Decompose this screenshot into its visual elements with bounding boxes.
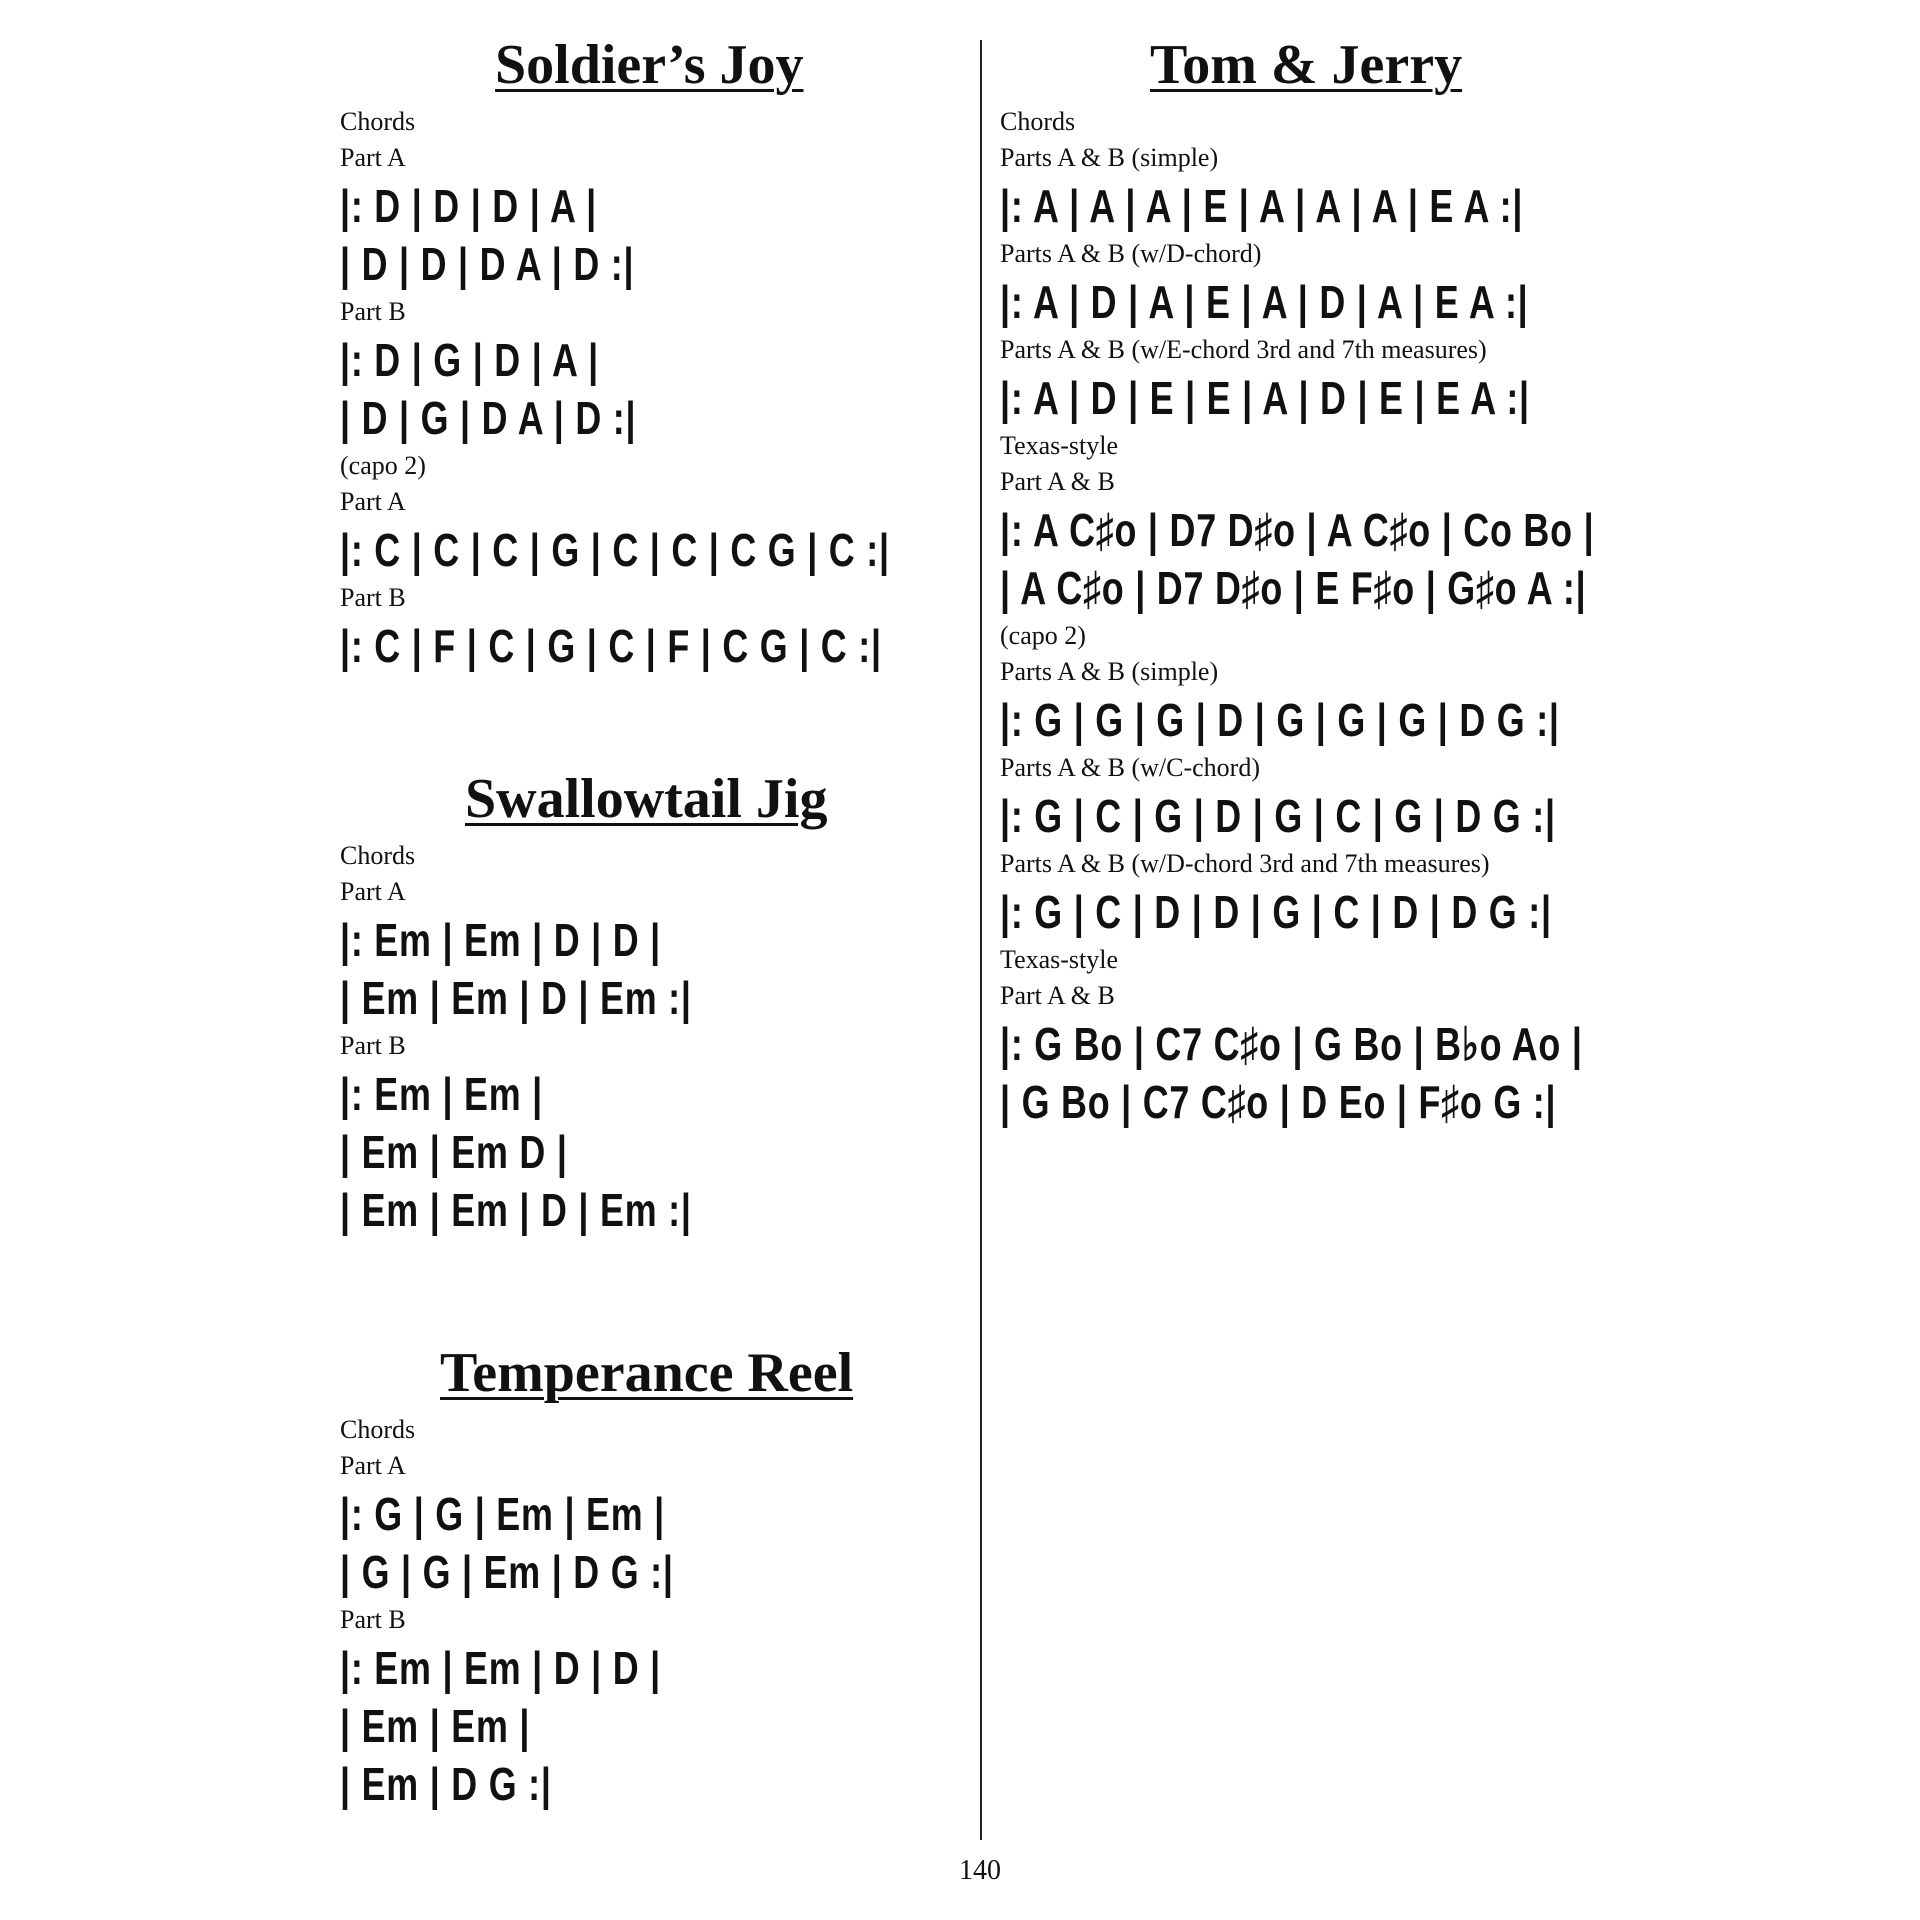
right-column xyxy=(1000,30,1700,1132)
part-label: Part A & B xyxy=(1000,467,1115,496)
chord-line: | A C♯o | D7 D♯o | E F♯o | G♯o A :| xyxy=(1000,562,1587,614)
part-label: Parts A & B (simple) xyxy=(1000,657,1219,686)
chord-line: |: Em | Em | D | D | xyxy=(340,1642,661,1694)
style-label: Texas-style xyxy=(1000,431,1119,460)
chord-line: |: A C♯o | D7 D♯o | A C♯o | Co Bo | xyxy=(1000,504,1595,556)
chord-line: |: A | D | E | E | A | D | E | E A :| xyxy=(1000,372,1530,424)
song-title: Soldier’s Joy xyxy=(495,34,804,96)
song-soldiers-joy xyxy=(340,30,940,674)
part-label: Part A xyxy=(340,487,406,516)
chords-heading: Chords xyxy=(340,107,416,136)
chord-line: |: A | A | A | E | A | A | A | E A :| xyxy=(1000,180,1524,232)
chord-line: |: D | D | D | A | xyxy=(340,180,597,232)
chord-line: | Em | Em D | xyxy=(340,1126,568,1178)
part-label: Part A xyxy=(340,877,406,906)
chord-line: | D | D | D A | D :| xyxy=(340,238,635,290)
song-title: Swallowtail Jig xyxy=(465,768,828,830)
song-title: Tom & Jerry xyxy=(1150,34,1463,96)
part-label: Part A xyxy=(340,143,406,172)
part-label: Part B xyxy=(340,1031,406,1060)
chord-line: |: G | G | Em | Em | xyxy=(340,1488,665,1540)
song-title: Temperance Reel xyxy=(440,1342,854,1404)
chord-line: |: Em | Em | D | D | xyxy=(340,914,661,966)
chords-heading: Chords xyxy=(340,841,416,870)
column-divider xyxy=(980,40,982,1840)
chord-line: | G Bo | C7 C♯o | D Eo | F♯o G :| xyxy=(1000,1076,1557,1128)
part-label: Part B xyxy=(340,583,406,612)
part-label: Parts A & B (simple) xyxy=(1000,143,1219,172)
chords-heading: Chords xyxy=(340,1415,416,1444)
song-temperance-reel xyxy=(340,1338,940,1812)
chords-heading: Chords xyxy=(1000,107,1076,136)
chord-line: | Em | Em | D | Em :| xyxy=(340,1184,692,1236)
part-label: Parts A & B (w/C-chord) xyxy=(1000,753,1260,782)
page-number: 140 xyxy=(959,1855,1001,1886)
chord-line: |: D | G | D | A | xyxy=(340,334,599,386)
chord-line: | D | G | D A | D :| xyxy=(340,392,637,444)
song-swallowtail-jig xyxy=(340,764,940,1238)
part-label: Part A & B xyxy=(1000,981,1115,1010)
left-column xyxy=(340,30,940,1814)
chord-line: | Em | Em | D | Em :| xyxy=(340,972,692,1024)
chord-line: |: C | F | C | G | C | F | C G | C :| xyxy=(340,620,882,672)
style-label: Texas-style xyxy=(1000,945,1119,974)
chord-line: | Em | Em | xyxy=(340,1700,531,1752)
chord-line: | G | G | Em | D G :| xyxy=(340,1546,674,1598)
part-label: Parts A & B (w/D-chord 3rd and 7th measures) xyxy=(1000,849,1490,878)
part-label: Part A xyxy=(340,1451,406,1480)
capo-label: (capo 2) xyxy=(1000,621,1086,650)
song-tom-and-jerry xyxy=(1000,30,1700,1130)
chord-line: |: G | G | G | D | G | G | G | D G :| xyxy=(1000,694,1560,746)
part-label: Parts A & B (w/D-chord) xyxy=(1000,239,1262,268)
chord-line: |: A | D | A | E | A | D | A | E A :| xyxy=(1000,276,1529,328)
chord-line: |: Em | Em | xyxy=(340,1068,543,1120)
part-label: Part B xyxy=(340,1605,406,1634)
capo-label: (capo 2) xyxy=(340,451,426,480)
part-label: Parts A & B (w/E-chord 3rd and 7th measures) xyxy=(1000,335,1487,364)
chord-line: |: C | C | C | G | C | C | C G | C :| xyxy=(340,524,890,576)
chord-line: | Em | D G :| xyxy=(340,1758,552,1810)
chord-line: |: G | C | G | D | G | C | G | D G :| xyxy=(1000,790,1556,842)
chord-line: |: G Bo | C7 C♯o | G Bo | B♭o Ao | xyxy=(1000,1018,1583,1070)
chord-line: |: G | C | D | D | G | C | D | D G :| xyxy=(1000,886,1552,938)
part-label: Part B xyxy=(340,297,406,326)
